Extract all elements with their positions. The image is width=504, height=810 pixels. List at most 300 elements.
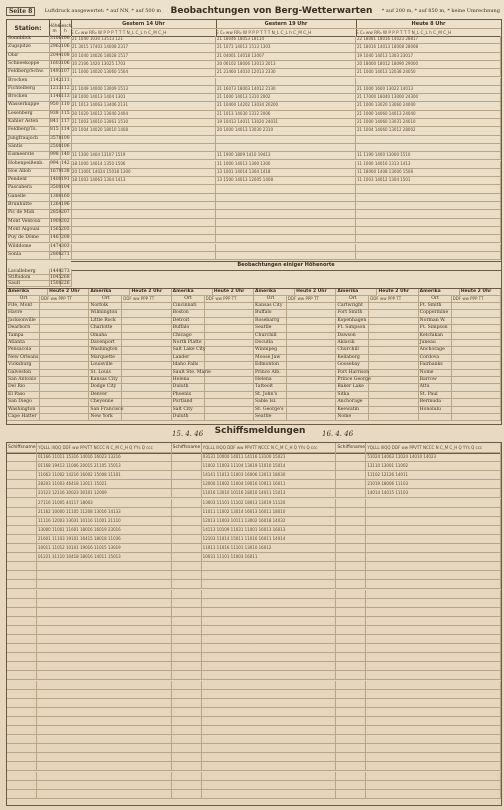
station-name: Mont Aigoual [7, 227, 50, 235]
ship-obs [366, 553, 501, 562]
america-obs [452, 414, 501, 421]
america-place: St. John's [254, 392, 287, 399]
ship-obs [37, 590, 172, 599]
america-place: Cincinnati [172, 303, 205, 310]
ship-name-cell [336, 635, 366, 644]
station-gesch: 207 [60, 210, 72, 218]
ship-name-cell [172, 790, 202, 799]
america-col-time: Heute 2 Uhr [295, 289, 336, 296]
ship-obs [202, 717, 337, 726]
station-height: 2500 [49, 144, 61, 152]
ship-name-cell [172, 753, 202, 762]
ship-obs [37, 735, 172, 744]
ship-obs [202, 599, 337, 608]
station-height: 1146 [49, 94, 61, 102]
station-obs: 11 1900 1809 1410 19413 [216, 152, 356, 160]
ship-obs [202, 790, 337, 799]
station-obs [71, 136, 216, 144]
high-places-title [71, 261, 501, 271]
station-name: Eismeerste [7, 152, 50, 160]
ship-name-cell [7, 544, 37, 553]
ship-obs [366, 708, 501, 717]
station-height: 841 [49, 119, 61, 127]
america-obs [452, 384, 501, 391]
station-gesch: 111 [60, 78, 72, 86]
america-place: Ketchikan [419, 333, 452, 340]
station-obs: 11 1003 14012 1304 1501 [356, 177, 501, 185]
ship-name-cell [7, 562, 37, 571]
ship-name-cell [172, 690, 202, 699]
america-place: Ft. Simpson [336, 325, 369, 332]
station-obs: 21 21460 14010 12013 2330 [216, 69, 356, 77]
america-sub-codes: DDF ww PPP TT [369, 296, 418, 303]
handwritten-date-right: 16. 4. 46 [322, 430, 354, 438]
america-place: Duluth [172, 384, 205, 391]
america-place: Port Harrison [336, 370, 369, 377]
ship-obs [366, 662, 501, 671]
america-obs [287, 392, 336, 399]
america-place: Lander [172, 355, 205, 362]
station-header [7, 20, 50, 37]
station-obs [71, 194, 216, 202]
station-obs: 21 1003 14010 13061 1510 [71, 119, 216, 127]
ship-name-cell [336, 489, 366, 498]
america-obs [40, 377, 89, 384]
station-name: Hoe Allob [7, 169, 50, 177]
ship-name-cell [336, 717, 366, 726]
america-obs [369, 392, 418, 399]
station-obs [71, 252, 216, 260]
america-obs [122, 407, 171, 414]
america-obs [122, 414, 171, 421]
america-place: Keewatin [336, 407, 369, 414]
ship-obs [37, 744, 172, 753]
america-obs [205, 414, 254, 421]
ship-name-cell [172, 471, 202, 480]
station-obs: 21 1000 1600 13022 14013 [356, 86, 501, 94]
ship-name-cell [7, 699, 37, 708]
america-place: Idaho Falls [172, 362, 205, 369]
america-sub-ort: Ort [89, 296, 122, 303]
station-height: 1467 [49, 235, 61, 243]
station-gesch: 107 [60, 69, 72, 77]
america-obs [369, 355, 418, 362]
ship-name-cell [172, 608, 202, 617]
ship-obs: 01221 31110 10418 18016 14011 15013 [37, 553, 172, 562]
america-place: Goosebay [336, 362, 369, 369]
america-obs [40, 392, 89, 399]
ship-obs [37, 599, 172, 608]
ship-name-cell [7, 599, 37, 608]
ship-name-cell [172, 508, 202, 517]
america-place: Anchorage [419, 347, 452, 354]
station-obs: 13 1500 14013 12005 1408 [216, 177, 356, 185]
america-place [419, 414, 452, 421]
ship-obs [366, 644, 501, 653]
ship-name-cell [172, 772, 202, 781]
america-obs [452, 407, 501, 414]
america-obs [369, 407, 418, 414]
ship-reports-table [6, 442, 502, 806]
ship-obs [202, 617, 337, 626]
ship-name-cell [7, 553, 37, 562]
ship-name-cell [336, 644, 366, 653]
ship-name-cell [7, 717, 37, 726]
ship-obs [366, 681, 501, 690]
america-place: Portland [172, 399, 205, 406]
america-col-label: Amerika [7, 289, 48, 296]
high-place-gesch: 268 [60, 275, 72, 281]
station-obs: 21 1049 14000 13009 1513 [71, 86, 216, 94]
ship-obs: 11116 12003 13031 10116 11001 21110 [37, 517, 172, 526]
station-obs: 21 04001 14018 13007 [216, 53, 356, 61]
station-gesch: 117 [60, 119, 72, 127]
ship-obs [366, 544, 501, 553]
america-col-label: Amerika [89, 289, 130, 296]
america-obs [287, 340, 336, 347]
station-height: 994 [49, 161, 61, 169]
ship-obs: 13110 13001 11002 [366, 462, 501, 471]
ship-name-cell [336, 599, 366, 608]
america-obs [287, 399, 336, 406]
america-place: Davenport [89, 340, 122, 347]
ship-name-cell [336, 690, 366, 699]
america-place: Seattle [254, 325, 287, 332]
america-table [6, 288, 502, 425]
station-obs: 11 18060 1408 13000 1508 [356, 169, 501, 177]
ship-obs: 11663 11002 14216 16002 15008 11101 [37, 471, 172, 480]
america-place: Nome [336, 414, 369, 421]
america-place: Louisville [89, 362, 122, 369]
america-obs [369, 370, 418, 377]
america-obs [369, 303, 418, 310]
america-place: Sitka [336, 392, 369, 399]
ship-obs [366, 508, 501, 517]
station-gesch: 160 [60, 194, 72, 202]
ship-obs [37, 653, 172, 662]
america-obs [40, 310, 89, 317]
ship-name-cell [172, 526, 202, 535]
ship-obs [202, 744, 337, 753]
ship-name-cell [172, 599, 202, 608]
ship-obs [37, 781, 172, 790]
ship-name-cell [172, 590, 202, 599]
ship-obs [37, 772, 172, 781]
america-obs [122, 399, 171, 406]
ship-obs [202, 635, 337, 644]
ship-name-cell [336, 580, 366, 589]
ship-obs [366, 562, 501, 571]
ship-name-cell [172, 671, 202, 680]
ship-obs [366, 671, 501, 680]
group-cols-label-2: E C₀ ww RR₀ W P P P T T T N_L C_L h C_M C_H [216, 29, 312, 35]
station-obs [71, 185, 216, 193]
america-place: Honolulu [419, 407, 452, 414]
america-obs [369, 325, 418, 332]
america-place: Tampa [7, 333, 40, 340]
america-place: Vicksburg [7, 362, 40, 369]
station-obs [216, 78, 356, 86]
ship-name-cell [336, 508, 366, 517]
station-gesch: 115 [60, 111, 72, 119]
ship-obs [37, 617, 172, 626]
america-place: Dawson [336, 333, 369, 340]
ship-obs [202, 626, 337, 635]
america-obs [205, 310, 254, 317]
station-obs: 11 1000 14020 13060 1504 [71, 69, 216, 77]
station-obs [71, 202, 216, 210]
station-name: Zugspitze [7, 44, 50, 52]
america-obs [122, 384, 171, 391]
ship-name-cell [336, 590, 366, 599]
station-gesch: 110 [60, 102, 72, 110]
ship-obs [202, 781, 337, 790]
ship-name-cell [172, 744, 202, 753]
station-height: 1474 [49, 244, 61, 252]
ship-obs [202, 762, 337, 771]
ship-name-cell [336, 471, 366, 480]
america-obs [452, 355, 501, 362]
america-place: Ft. Simpson [419, 325, 452, 332]
ship-obs [202, 671, 337, 680]
america-col-time: Heute 2 Uhr [131, 289, 172, 296]
america-obs [287, 355, 336, 362]
america-place: Fife, Mont [7, 303, 40, 310]
ship-obs [37, 681, 172, 690]
ship-obs [366, 626, 501, 635]
america-obs [452, 377, 501, 384]
ship-name-cell [7, 644, 37, 653]
station-obs: 21 3015 17403 14008 2317 [71, 44, 216, 52]
ship-obs [366, 517, 501, 526]
station-obs [71, 144, 216, 152]
station-obs: 21 1013 14063 13406 2131 [71, 102, 216, 110]
station-gesch: 106 [60, 44, 72, 52]
america-place: Little Rock [89, 318, 122, 325]
ship-name-cell [172, 762, 202, 771]
ship-obs [37, 626, 172, 635]
america-obs [205, 362, 254, 369]
ship-name-cell [7, 762, 37, 771]
station-obs [216, 144, 356, 152]
station-name: Pic de Midi [7, 210, 50, 218]
ship-obs [202, 772, 337, 781]
america-obs [205, 370, 254, 377]
ship-obs [366, 772, 501, 781]
ship-name-cell [336, 526, 366, 535]
page-header [6, 4, 500, 18]
station-obs: 20 18000 18012 18090 29000 [356, 61, 501, 69]
station-name: Sonla [7, 252, 50, 260]
ship-name-cell [7, 735, 37, 744]
ship-name-cell [172, 735, 202, 744]
station-height: 938 [49, 111, 61, 119]
station-obs [71, 227, 216, 235]
america-place: Attu [419, 384, 452, 391]
ship-obs [37, 671, 172, 680]
ship-name-cell [172, 653, 202, 662]
station-gesch: 113 [60, 94, 72, 102]
ship-obs: 23123 12116 30023 30101 12009 [37, 489, 172, 498]
america-sub-codes: DDF ww PPP TT [40, 296, 89, 303]
ship-name-cell [172, 562, 202, 571]
station-obs [356, 244, 501, 252]
ship-obs [202, 571, 337, 580]
station-gesch: 140 [60, 152, 72, 160]
ship-obs [366, 726, 501, 735]
ship-name-cell [172, 571, 202, 580]
america-sub-codes: DDF ww PPP TT [122, 296, 171, 303]
station-name: Mont Ventoux [7, 219, 50, 227]
station-name: Pascahera [7, 185, 50, 193]
america-place: St. Paul [419, 392, 452, 399]
ship-obs: 21019 18006 11103 [366, 480, 501, 489]
ship-obs: 03131 10000 14011 14116 13100 15021 [202, 453, 337, 462]
america-obs [40, 399, 89, 406]
ship-name-cell [172, 553, 202, 562]
america-obs [287, 384, 336, 391]
america-place: Docutla [254, 340, 287, 347]
station-obs [216, 202, 356, 210]
ship-name-cell [336, 735, 366, 744]
america-sub-codes: DDF ww PPP TT [205, 296, 254, 303]
station-height: 3578 [49, 136, 61, 144]
america-place: Buffalo [172, 325, 205, 332]
ship-col-name: Schiffsname [336, 443, 366, 453]
ship-obs [366, 535, 501, 544]
america-obs [452, 340, 501, 347]
ship-obs [37, 790, 172, 799]
ship-col-codes: YQLLL lllQQ DDF ww PPVTT NCCC N C_M C_H Q YYs Q ccc [202, 443, 337, 453]
america-obs [452, 399, 501, 406]
ship-obs [366, 590, 501, 599]
station-obs: 19 10413 14011 13020 24031 [216, 119, 356, 127]
station-name: Jungfraujoch [7, 136, 50, 144]
america-obs [369, 318, 418, 325]
station-obs: 20 1020 14012 13040 2404 [71, 111, 216, 119]
america-obs [122, 370, 171, 377]
ship-obs [366, 717, 501, 726]
station-obs: 21 1000 14013 1310 2002 [216, 94, 356, 102]
america-col-time: Heute 2 Uhr [378, 289, 419, 296]
ship-obs [202, 708, 337, 717]
ship-name-cell [7, 653, 37, 662]
america-place: Churchill [254, 333, 287, 340]
ship-name-cell [7, 489, 37, 498]
america-obs [122, 303, 171, 310]
america-obs [287, 362, 336, 369]
america-place: Atlanta [7, 340, 40, 347]
america-obs [205, 377, 254, 384]
station-obs: 22 18081 18016 14023 28817 [356, 36, 501, 44]
america-place: Cartwright [336, 303, 369, 310]
america-col-label: Amerika [172, 289, 213, 296]
america-col-time: Heute 2 Uhr [213, 289, 254, 296]
station-gesch: 138 [60, 169, 72, 177]
america-obs [205, 399, 254, 406]
station-gesch: 208 [60, 235, 72, 243]
ship-obs [202, 726, 337, 735]
station-obs: 21 1013 14030 1312 2006 [216, 111, 356, 119]
ship-obs: 12013 11003 10111 13002 16018 14032 [202, 517, 337, 526]
ship-name-cell [172, 517, 202, 526]
station-name: Schneekoppe [7, 61, 50, 69]
station-obs [356, 235, 501, 243]
ship-name-cell [7, 626, 37, 635]
ship-obs [366, 735, 501, 744]
ship-obs: 10031 11101 11003 16011 [202, 553, 337, 562]
ship-name-cell [7, 580, 37, 589]
station-name: Brocken [7, 94, 50, 102]
station-obs: 21 18016 14013 18008 28008 [356, 44, 501, 52]
ship-name-cell [172, 699, 202, 708]
ship-obs: 11016 13010 10116 18010 14011 15013 [202, 489, 337, 498]
america-place: Dearborn [7, 325, 40, 332]
america-place: Cape Hatter [7, 414, 40, 421]
america-obs [40, 340, 89, 347]
ship-name-cell [7, 590, 37, 599]
station-gesch: 202 [60, 219, 72, 227]
ship-name-cell [7, 772, 37, 781]
ship-obs: 21601 11103 19101 16415 18018 11036 [37, 535, 172, 544]
station-header-label: Station: [14, 24, 42, 32]
ship-obs [202, 644, 337, 653]
ship-obs [366, 753, 501, 762]
ship-name-cell [7, 526, 37, 535]
america-col-time: Heute 2 Uhr [48, 289, 89, 296]
station-height: 998 [49, 152, 61, 160]
group-cols-label-1: E C₀ ww RR₀ W P P P T T T N_L C_L h C_M C_H [71, 29, 167, 35]
america-obs [287, 347, 336, 354]
america-place: San Antonio [7, 377, 40, 384]
ship-obs [366, 635, 501, 644]
high-places-title-text: Beobachtungen einiger Höhenorte [237, 262, 335, 268]
america-place: New York [89, 414, 122, 421]
ship-obs [37, 717, 172, 726]
america-place: Juneau [419, 340, 452, 347]
america-sub-codes: DDF ww PPP TT [287, 296, 336, 303]
america-place: San Diego [7, 399, 40, 406]
ship-obs [37, 690, 172, 699]
station-obs [356, 185, 501, 193]
ship-name-cell [172, 781, 202, 790]
high-place-height: 1449 [50, 269, 62, 274]
america-place: Havre [7, 310, 40, 317]
ship-reports-title [200, 426, 320, 436]
station-gesch: 106 [60, 36, 72, 44]
america-place: Bermuda [419, 399, 452, 406]
ship-obs [202, 653, 337, 662]
ship-name-cell [336, 535, 366, 544]
ship-obs [366, 790, 501, 799]
station-height: 1380 [49, 194, 61, 202]
station-obs: 19 1040 14013 1303 23017 [356, 53, 501, 61]
ship-obs [202, 735, 337, 744]
station-obs [71, 244, 216, 252]
america-obs [369, 347, 418, 354]
america-obs [122, 340, 171, 347]
high-place-name: Stiftsdom [7, 275, 50, 281]
america-place: Chicago [172, 333, 205, 340]
ship-name-cell [336, 781, 366, 790]
ship-obs [366, 762, 501, 771]
america-obs [287, 414, 336, 421]
station-height: 1400 [49, 177, 61, 185]
ship-name-cell [336, 681, 366, 690]
ship-obs: 10011 11012 10101 19016 11015 13019 [37, 544, 172, 553]
station-obs [216, 235, 356, 243]
ship-obs: 01166 11011 15316 14016 16023 13216 [37, 453, 172, 462]
